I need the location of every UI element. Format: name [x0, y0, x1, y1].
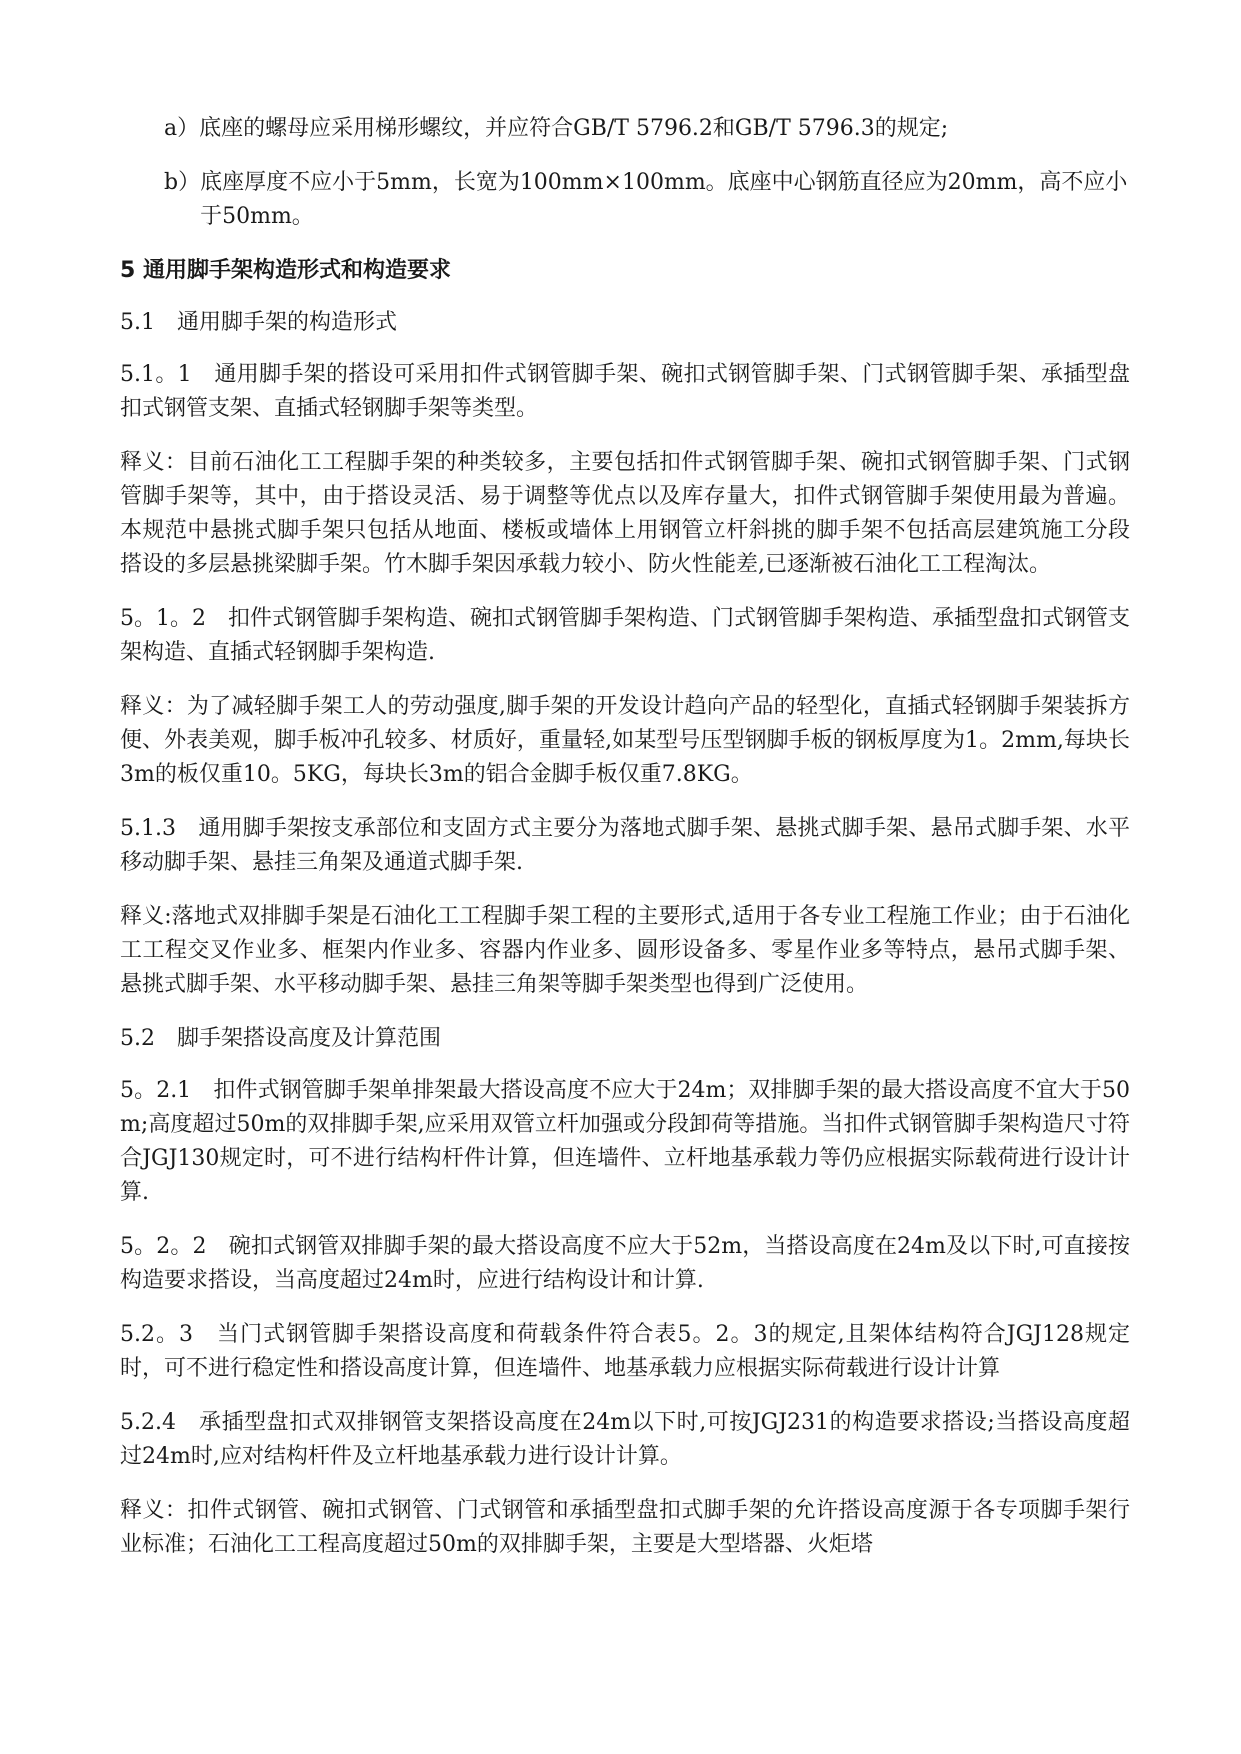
explanation-5-2: 释义：扣件式钢管、碗扣式钢管、门式钢管和承插型盘扣式脚手架的允许搭设高度源于各专项脚手架行业标准；石油化工工程高度超过50m的双排脚手架，主要是大型塔器、火炬塔: [120, 1498, 1130, 1557]
list-item-a: [164, 112, 1130, 146]
list-item-text: 底座厚度不应小于5mm，长宽为100mm×100mm。底座中心钢筋直径应为20mm，高不应小于50mm。: [200, 170, 1128, 229]
clause-5-1-3: 5.1.3 通用脚手架按支承部位和支固方式主要分为落地式脚手架、悬挑式脚手架、悬吊式脚手架、水平移动脚手架、悬挂三角架及通道式脚手架.: [120, 816, 1130, 875]
chapter-heading: 5 通用脚手架构造形式和构造要求: [120, 258, 451, 283]
document-page: [120, 112, 1130, 1582]
clause-5-2-3: 5.2。3 当门式钢管脚手架搭设高度和荷载条件符合表5。2。3的规定,且架体结构符合JGJ128规定时，可不进行稳定性和搭设高度计算，但连墙件、地基承载力应根据实际荷载进行设计计算: [120, 1322, 1130, 1381]
list-marker: b）: [164, 170, 201, 195]
section-heading-5-1: 5.1 通用脚手架的构造形式: [120, 310, 397, 335]
list-marker: a）: [164, 116, 200, 141]
list-item-text: 底座的螺母应采用梯形螺纹，并应符合GB/T 5796.2和GB/T 5796.3的规定;: [199, 116, 949, 141]
clause-5-1-2: 5。1。2 扣件式钢管脚手架构造、碗扣式钢管脚手架构造、门式钢管脚手架构造、承插型盘扣式钢管支架构造、直插式轻钢脚手架构造.: [120, 606, 1130, 665]
explanation-5-1-3: 释义:落地式双排脚手架是石油化工工程脚手架工程的主要形式,适用于各专业工程施工作业；由于石油化工工程交叉作业多、框架内作业多、容器内作业多、圆形设备多、零星作业多等特点，悬吊式脚手架、悬挑式脚手架、水平移动脚手架、悬挂三角架等脚手架类型也得到广泛使用。: [120, 904, 1130, 997]
clause-5-2-4: 5.2.4 承插型盘扣式双排钢管支架搭设高度在24m以下时,可按JGJ231的构造要求搭设;当搭设高度超过24m时,应对结构杆件及立杆地基承载力进行设计计算。: [120, 1410, 1130, 1469]
list-item-b: [164, 166, 1130, 234]
clause-5-2-2: 5。2。2 碗扣式钢管双排脚手架的最大搭设高度不应大于52m，当搭设高度在24m及以下时,可直接按构造要求搭设，当高度超过24m时，应进行结构设计和计算.: [120, 1234, 1130, 1293]
clause-5-1-1: 5.1。1 通用脚手架的搭设可采用扣件式钢管脚手架、碗扣式钢管脚手架、门式钢管脚手架、承插型盘扣式钢管支架、直插式轻钢脚手架等类型。: [120, 362, 1130, 421]
clause-5-2-1: 5。2.1 扣件式钢管脚手架单排架最大搭设高度不应大于24m；双排脚手架的最大搭设高度不宜大于50m;高度超过50m的双排脚手架,应采用双管立杆加强或分段卸荷等措施。当扣件式钢管脚手架构造尺寸符合JGJ130规定时，可不进行结构杆件计算，但连墙件、立杆地基承载力等仍应根据实际载荷进行设计计算.: [120, 1078, 1130, 1205]
explanation-5-1-1: 释义：目前石油化工工程脚手架的种类较多，主要包括扣件式钢管脚手架、碗扣式钢管脚手架、门式钢管脚手架等，其中，由于搭设灵活、易于调整等优点以及库存量大，扣件式钢管脚手架使用最为普遍。本规范中悬挑式脚手架只包括从地面、楼板或墙体上用钢管立杆斜挑的脚手架不包括高层建筑施工分段搭设的多层悬挑梁脚手架。竹木脚手架因承载力较小、防火性能差,已逐渐被石油化工工程淘汰。: [120, 450, 1130, 577]
explanation-5-1-2: 释义：为了减轻脚手架工人的劳动强度,脚手架的开发设计趋向产品的轻型化，直插式轻钢脚手架装拆方便、外表美观，脚手板冲孔较多、材质好，重量轻,如某型号压型钢脚手板的钢板厚度为1。2mm,每块长3m的板仅重10。5KG，每块长3m的铝合金脚手板仅重7.8KG。: [120, 694, 1130, 787]
section-heading-5-2: 5.2 脚手架搭设高度及计算范围: [120, 1026, 441, 1051]
